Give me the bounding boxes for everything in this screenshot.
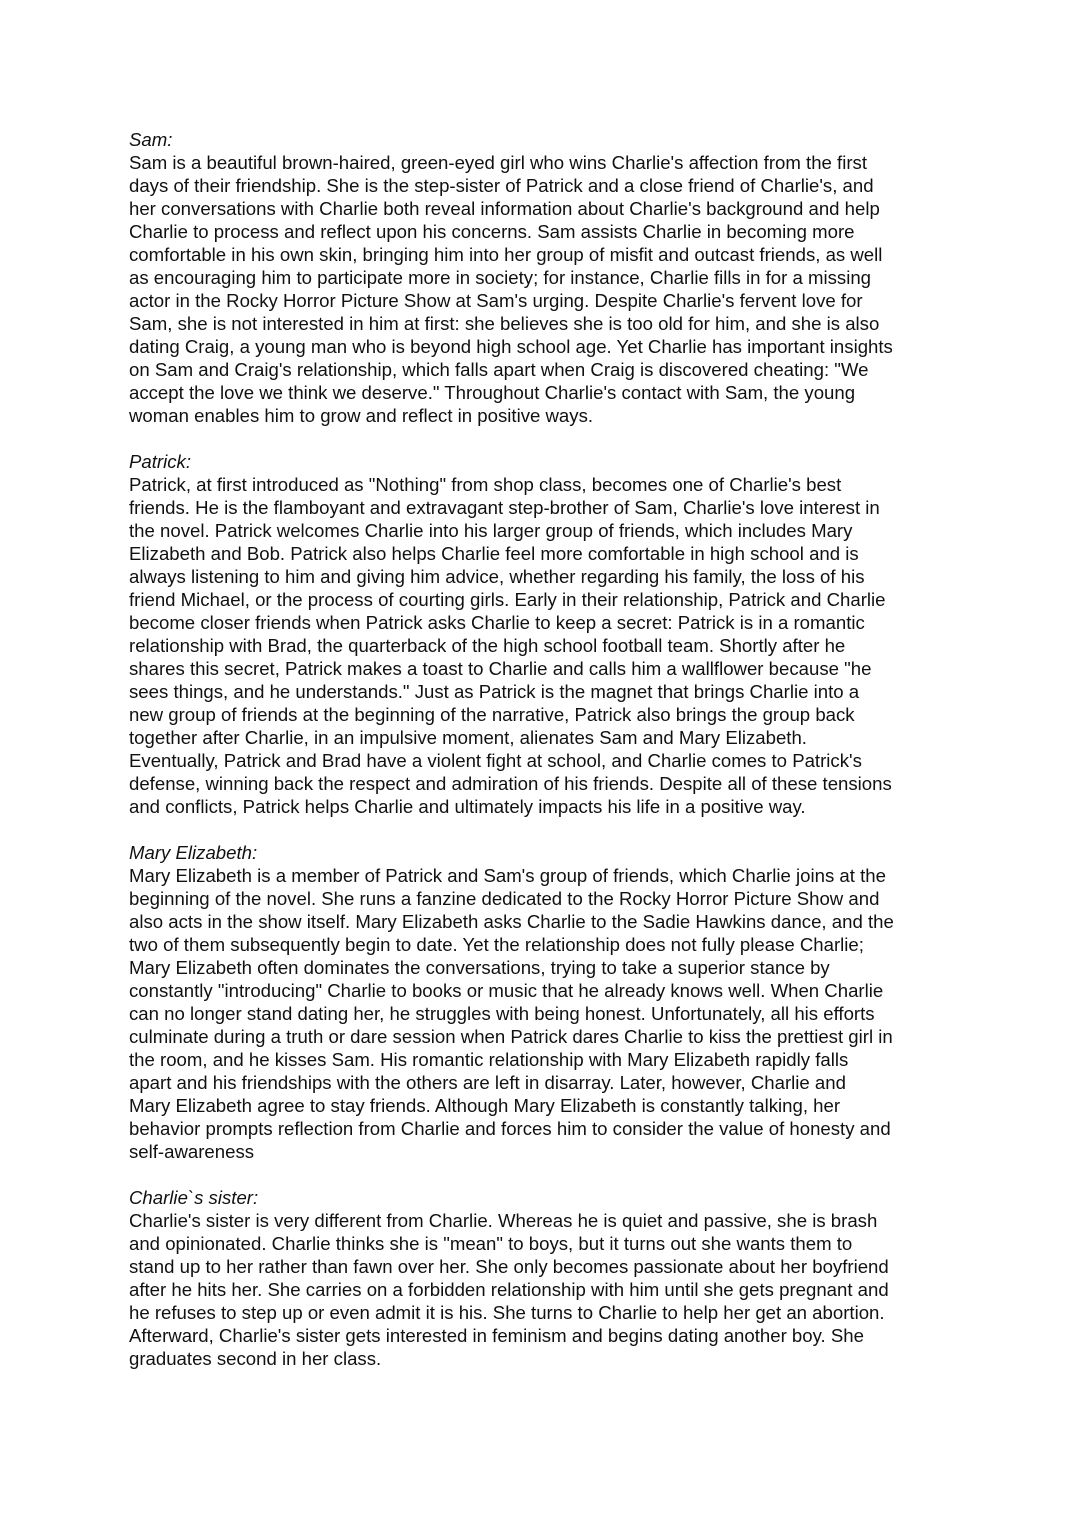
paragraph-line: the room, and he kisses Sam. His romantic relationship with Mary Elizabeth rapidly falls bbox=[129, 1049, 849, 1070]
paragraph-line: together after Charlie, in an impulsive moment, alienates Sam and Mary Elizabeth. bbox=[129, 727, 807, 748]
paragraph-line: dating Craig, a young man who is beyond high school age. Yet Charlie has important insights bbox=[129, 336, 893, 357]
paragraph-line: friends. He is the flamboyant and extravagant step-brother of Sam, Charlie's love interest in bbox=[129, 497, 880, 518]
paragraph-line: self-awareness bbox=[129, 1141, 255, 1162]
paragraph-line: stand up to her rather than fawn over her. She only becomes passionate about her boyfriend bbox=[129, 1256, 889, 1277]
paragraph-line: relationship with Brad, the quarterback of the high school football team. Shortly after he bbox=[129, 635, 846, 656]
section-heading: Patrick: bbox=[129, 451, 191, 472]
paragraph-line: shares this secret, Patrick makes a toast to Charlie and calls him a wallflower because "he bbox=[129, 658, 872, 679]
paragraph-line: apart and his friendships with the others are left in disarray. Later, however, Charlie and bbox=[129, 1072, 846, 1093]
paragraph-line: Mary Elizabeth often dominates the conversations, trying to take a superior stance by bbox=[129, 957, 830, 978]
paragraph-line: Charlie to process and reflect upon his concerns. Sam assists Charlie in becoming more bbox=[129, 221, 855, 242]
paragraph-line: also acts in the show itself. Mary Elizabeth asks Charlie to the Sadie Hawkins dance, and the bbox=[129, 911, 894, 932]
paragraph-line: her conversations with Charlie both reveal information about Charlie's background and help bbox=[129, 198, 880, 219]
section-sam bbox=[129, 128, 959, 427]
paragraph-line: Mary Elizabeth agree to stay friends. Although Mary Elizabeth is constantly talking, her bbox=[129, 1095, 841, 1116]
paragraph-line: woman enables him to grow and reflect in positive ways. bbox=[129, 405, 594, 426]
section-charlie-s-sister bbox=[129, 1186, 959, 1370]
paragraph-line: actor in the Rocky Horror Picture Show at Sam's urging. Despite Charlie's fervent love for bbox=[129, 290, 863, 311]
paragraph-line: Eventually, Patrick and Brad have a violent fight at school, and Charlie comes to Patrick's bbox=[129, 750, 862, 771]
paragraph-line: he refuses to step up or even admit it is his. She turns to Charlie to help her get an abortion. bbox=[129, 1302, 885, 1323]
section-mary-elizabeth bbox=[129, 841, 959, 1163]
paragraph-line: Sam, she is not interested in him at first: she believes she is too old for him, and she is also bbox=[129, 313, 880, 334]
paragraph-line: sees things, and he understands." Just as Patrick is the magnet that brings Charlie into a bbox=[129, 681, 860, 702]
section-heading: Charlie`s sister: bbox=[129, 1187, 259, 1208]
paragraph-line: days of their friendship. She is the step-sister of Patrick and a close friend of Charlie's, and bbox=[129, 175, 874, 196]
paragraph-line: Patrick, at first introduced as "Nothing" from shop class, becomes one of Charlie's best bbox=[129, 474, 842, 495]
paragraph-line: graduates second in her class. bbox=[129, 1348, 382, 1369]
paragraph-line: new group of friends at the beginning of the narrative, Patrick also brings the group back bbox=[129, 704, 855, 725]
paragraph-line: Afterward, Charlie's sister gets interested in feminism and begins dating another boy. She bbox=[129, 1325, 864, 1346]
section-body bbox=[129, 1209, 959, 1370]
paragraph-line: Charlie's sister is very different from Charlie. Whereas he is quiet and passive, she is brash bbox=[129, 1210, 878, 1231]
paragraph-line: two of them subsequently begin to date. Yet the relationship does not fully please Charlie; bbox=[129, 934, 864, 955]
paragraph-line: on Sam and Craig's relationship, which falls apart when Craig is discovered cheating: "We bbox=[129, 359, 869, 380]
paragraph-line: and opinionated. Charlie thinks she is "mean" to boys, but it turns out she wants them to bbox=[129, 1233, 853, 1254]
paragraph-line: become closer friends when Patrick asks Charlie to keep a secret: Patrick is in a romantic bbox=[129, 612, 865, 633]
paragraph-line: after he hits her. She carries on a forbidden relationship with him until she gets pregnant and bbox=[129, 1279, 889, 1300]
paragraph-line: comfortable in his own skin, bringing him into her group of misfit and outcast friends, as well bbox=[129, 244, 883, 265]
paragraph-line: accept the love we think we deserve." Throughout Charlie's contact with Sam, the young bbox=[129, 382, 856, 403]
section-heading: Sam: bbox=[129, 129, 173, 150]
paragraph-line: behavior prompts reflection from Charlie and forces him to consider the value of honesty and bbox=[129, 1118, 891, 1139]
document-page bbox=[129, 128, 959, 1393]
paragraph-line: always listening to him and giving him advice, whether regarding his family, the loss of his bbox=[129, 566, 865, 587]
paragraph-line: culminate during a truth or dare session when Patrick dares Charlie to kiss the prettiest girl in bbox=[129, 1026, 893, 1047]
paragraph-line: and conflicts, Patrick helps Charlie and ultimately impacts his life in a positive way. bbox=[129, 796, 806, 817]
paragraph-line: the novel. Patrick welcomes Charlie into his larger group of friends, which includes Mary bbox=[129, 520, 853, 541]
section-heading: Mary Elizabeth: bbox=[129, 842, 258, 863]
paragraph-line: Elizabeth and Bob. Patrick also helps Charlie feel more comfortable in high school and is bbox=[129, 543, 859, 564]
section-body bbox=[129, 864, 959, 1163]
section-patrick bbox=[129, 450, 959, 818]
paragraph-line: beginning of the novel. She runs a fanzine dedicated to the Rocky Horror Picture Show and bbox=[129, 888, 880, 909]
section-body bbox=[129, 473, 959, 818]
paragraph-line: constantly "introducing" Charlie to books or music that he already knows well. When Charlie bbox=[129, 980, 884, 1001]
paragraph-line: can no longer stand dating her, he struggles with being honest. Unfortunately, all his efforts bbox=[129, 1003, 875, 1024]
paragraph-line: friend Michael, or the process of courting girls. Early in their relationship, Patrick and Charlie bbox=[129, 589, 886, 610]
section-body bbox=[129, 151, 959, 427]
paragraph-line: defense, winning back the respect and admiration of his friends. Despite all of these tensions bbox=[129, 773, 892, 794]
paragraph-line: as encouraging him to participate more in society; for instance, Charlie fills in for a missing bbox=[129, 267, 872, 288]
paragraph-line: Mary Elizabeth is a member of Patrick and Sam's group of friends, which Charlie joins at the bbox=[129, 865, 886, 886]
paragraph-line: Sam is a beautiful brown-haired, green-eyed girl who wins Charlie's affection from the first bbox=[129, 152, 868, 173]
